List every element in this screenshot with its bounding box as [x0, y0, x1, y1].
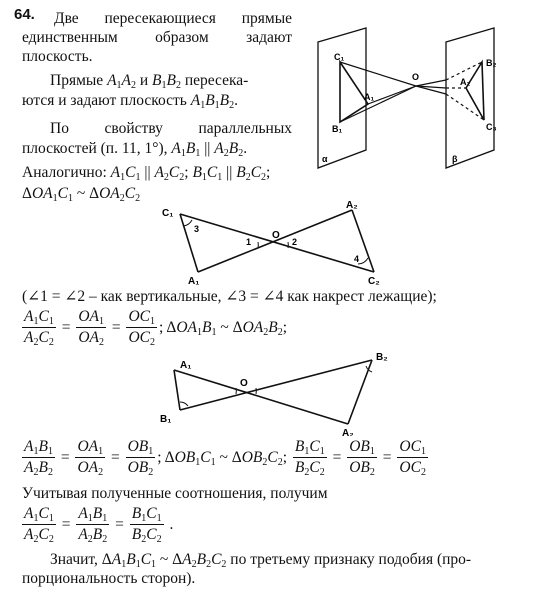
segment-a1-a2	[174, 370, 348, 424]
angle-4: 4	[354, 254, 360, 264]
angle-2: 2	[292, 237, 298, 247]
label-o: O	[240, 378, 248, 389]
triangle-a2b2c2	[466, 62, 484, 120]
label-o: O	[412, 72, 420, 82]
ratio-equation-3: $\frac{A_1C_1}{A_2C_2}$ = $\frac{A_1B_1}{A_2B_2}$ = $\frac{B_1C_1}{B_2C_2}$ .	[24, 505, 174, 545]
considering-line: Учитывая полученные соотношения, получим	[22, 485, 328, 502]
line-c1-o	[340, 62, 416, 86]
label-a2: A₂	[342, 428, 354, 436]
label-beta: β	[452, 154, 458, 164]
hidden-line-c2	[446, 94, 484, 120]
angle-1: 1	[246, 237, 252, 247]
angle-3: 3	[194, 224, 200, 234]
label-c1: C₁	[334, 52, 345, 62]
label-a2: A₂	[460, 77, 471, 87]
paragraph-line: По свойству параллельных	[50, 120, 292, 137]
conclusion-line: порциональность сторон).	[22, 570, 196, 587]
angles-note: (∠1 = ∠2 – как вертикальные, ∠3 = ∠4 как накрест лежащие);	[22, 288, 437, 305]
label-a1: A₁	[188, 276, 200, 286]
triangles-figure	[150, 350, 400, 436]
label-c2: C₃	[486, 122, 497, 132]
label-a2: A₂	[346, 200, 358, 211]
segment-c1-a1	[180, 214, 198, 272]
ratio-equation-2: $\frac{A_1B_1}{A_2B_2}$ = $\frac{OA_1}{OA_2}$ = $\frac{OB_1}{OB_2}$ ; $\Delta OB_1C_1$ ~ $\Delta OB_2C_2$; $\frac{B_1C_1}{B_2C_2}$ = $\frac{OB_1}{OB_2}$ = $\frac{OC_1}{OC_2}$	[24, 438, 426, 478]
ratio-equation-1: $\frac{A_1C_1}{A_2C_2}$ = $\frac{OA_1}{OA_2}$ = $\frac{OC_1}{OC_2}$ ; $\Delta OA_1B_1$ ~ $\Delta OA_2B_2$;	[24, 308, 288, 348]
label-a1: A₁	[364, 92, 375, 102]
paragraph-line: ются и задают плоскость $A_1B_1B_2$.	[22, 92, 238, 111]
label-b1: B₁	[160, 414, 172, 425]
segment-b1-b2	[180, 360, 372, 410]
paragraph-line: плоскость.	[22, 48, 93, 65]
paragraph-line: Прямые $A_1A_2$ и $B_1B_2$ пересека-	[50, 72, 249, 91]
label-a1: A₁	[180, 360, 192, 371]
line-o-c2	[416, 80, 446, 86]
label-c2: C₂	[368, 276, 380, 286]
line-b1-o	[340, 86, 416, 122]
label-b1: B₁	[332, 124, 343, 134]
plane-alpha	[318, 28, 366, 168]
label-o: O	[272, 230, 280, 241]
label-alpha: α	[322, 154, 328, 164]
conclusion-line: Значит, $\Delta A_1B_1C_1$ ~ $\Delta A_2B_2C_2$ по третьему признаку подобия (про-	[50, 551, 472, 570]
paragraph-line: единственным образом задают	[22, 29, 292, 46]
segment-c1-c2	[180, 214, 374, 272]
label-b2: B₂	[486, 58, 497, 68]
label-c1: C₁	[162, 208, 174, 219]
label-b2: B₂	[376, 352, 388, 363]
paragraph-line: Две пересекающиеся прямые	[54, 10, 292, 27]
segment-a1-a2	[198, 210, 352, 272]
segment-a1-b1	[174, 370, 180, 410]
angles-figure	[160, 200, 390, 286]
similarity-line: $\Delta OA_1C_1$ ~ $\Delta OA_2C_2$	[22, 185, 141, 204]
analogy-line: Аналогично: $A_1C_1$ || $A_2C_2$; $B_1C_1$ || $B_2C_2$;	[22, 164, 271, 183]
problem-number: 64.	[14, 6, 35, 23]
paragraph-line: плоскостей (п. 11, 1°), $A_1B_1$ || $A_2B_2$.	[22, 140, 248, 159]
plane-beta	[446, 28, 494, 168]
line-a1-o	[368, 86, 416, 104]
parallel-planes-figure	[306, 22, 532, 170]
